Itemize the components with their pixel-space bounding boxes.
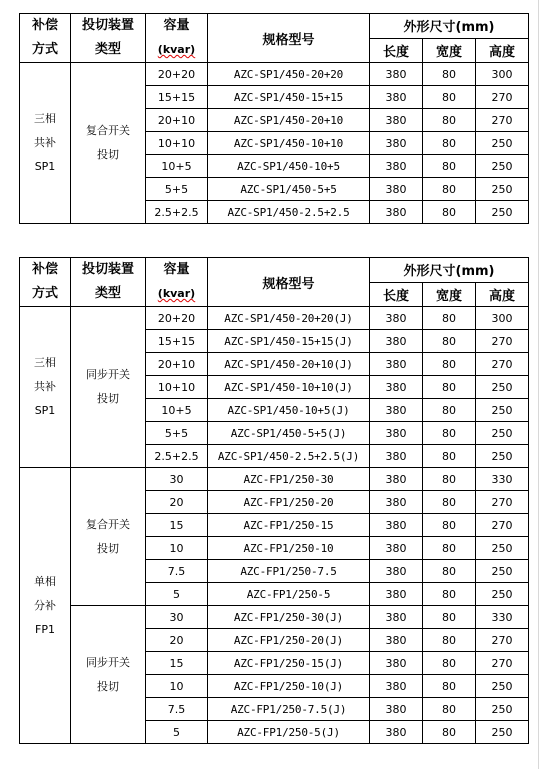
width-cell: 80 <box>423 132 476 155</box>
header-dimensions: 外形尺寸(mm) <box>370 258 529 283</box>
capacity-cell: 7.5 <box>146 698 208 721</box>
length-cell: 380 <box>370 399 423 422</box>
header-length: 长度 <box>370 38 423 63</box>
length-cell: 380 <box>370 201 423 224</box>
header-height: 高度 <box>476 282 529 307</box>
length-cell: 380 <box>370 330 423 353</box>
model-cell: AZC-FP1/250-5 <box>208 583 370 606</box>
table-row <box>20 606 529 629</box>
length-cell: 380 <box>370 132 423 155</box>
switch-type-cell: 同步开关 投切 <box>71 606 146 744</box>
capacity-cell: 10+10 <box>146 376 208 399</box>
length-cell: 380 <box>370 698 423 721</box>
header-height: 高度 <box>476 38 529 63</box>
table-row <box>20 63 529 86</box>
comp-mode-cell: 三相 共补 SP1 <box>20 307 71 468</box>
height-cell: 270 <box>476 330 529 353</box>
capacity-cell: 20 <box>146 491 208 514</box>
header-row <box>20 258 529 283</box>
capacity-cell: 5 <box>146 721 208 744</box>
capacity-cell: 20+10 <box>146 353 208 376</box>
length-cell: 380 <box>370 109 423 132</box>
header-capacity: 容量 (kvar) <box>146 258 208 307</box>
width-cell: 80 <box>423 63 476 86</box>
length-cell: 380 <box>370 445 423 468</box>
height-cell: 250 <box>476 155 529 178</box>
header-comp-mode: 补偿 方式 <box>20 14 71 63</box>
length-cell: 380 <box>370 560 423 583</box>
width-cell: 80 <box>423 155 476 178</box>
height-cell: 270 <box>476 86 529 109</box>
switch-type-cell: 复合开关 投切 <box>71 468 146 606</box>
capacity-cell: 5+5 <box>146 422 208 445</box>
model-cell: AZC-SP1/450-5+5(J) <box>208 422 370 445</box>
model-cell: AZC-FP1/250-20(J) <box>208 629 370 652</box>
length-cell: 380 <box>370 721 423 744</box>
page-edge <box>538 0 539 769</box>
length-cell: 380 <box>370 537 423 560</box>
capacity-cell: 10+10 <box>146 132 208 155</box>
height-cell: 250 <box>476 445 529 468</box>
spec-table-1 <box>19 13 529 224</box>
width-cell: 80 <box>423 399 476 422</box>
height-cell: 270 <box>476 109 529 132</box>
width-cell: 80 <box>423 86 476 109</box>
header-width: 宽度 <box>423 38 476 63</box>
model-cell: AZC-FP1/250-20 <box>208 491 370 514</box>
height-cell: 270 <box>476 652 529 675</box>
capacity-cell: 15+15 <box>146 86 208 109</box>
capacity-cell: 10+5 <box>146 155 208 178</box>
header-length: 长度 <box>370 282 423 307</box>
model-cell: AZC-FP1/250-30(J) <box>208 606 370 629</box>
header-capacity: 容量 (kvar) <box>146 14 208 63</box>
width-cell: 80 <box>423 537 476 560</box>
model-cell: AZC-SP1/450-10+10(J) <box>208 376 370 399</box>
table-row <box>20 307 529 330</box>
length-cell: 380 <box>370 307 423 330</box>
height-cell: 270 <box>476 514 529 537</box>
model-cell: AZC-SP1/450-10+5(J) <box>208 399 370 422</box>
length-cell: 380 <box>370 514 423 537</box>
model-cell: AZC-SP1/450-20+10(J) <box>208 353 370 376</box>
width-cell: 80 <box>423 698 476 721</box>
header-model: 规格型号 <box>208 14 370 63</box>
model-cell: AZC-SP1/450-2.5+2.5 <box>208 201 370 224</box>
capacity-cell: 10 <box>146 675 208 698</box>
height-cell: 250 <box>476 698 529 721</box>
length-cell: 380 <box>370 155 423 178</box>
height-cell: 330 <box>476 468 529 491</box>
capacity-cell: 10+5 <box>146 399 208 422</box>
width-cell: 80 <box>423 445 476 468</box>
width-cell: 80 <box>423 491 476 514</box>
model-cell: AZC-SP1/450-15+15 <box>208 86 370 109</box>
header-model: 规格型号 <box>208 258 370 307</box>
capacity-cell: 2.5+2.5 <box>146 445 208 468</box>
model-cell: AZC-SP1/450-2.5+2.5(J) <box>208 445 370 468</box>
length-cell: 380 <box>370 583 423 606</box>
model-cell: AZC-FP1/250-10 <box>208 537 370 560</box>
width-cell: 80 <box>423 652 476 675</box>
height-cell: 250 <box>476 675 529 698</box>
length-cell: 380 <box>370 86 423 109</box>
width-cell: 80 <box>423 353 476 376</box>
height-cell: 250 <box>476 178 529 201</box>
length-cell: 380 <box>370 652 423 675</box>
length-cell: 380 <box>370 422 423 445</box>
length-cell: 380 <box>370 468 423 491</box>
capacity-cell: 15 <box>146 514 208 537</box>
capacity-unit: (kvar) <box>157 43 196 56</box>
height-cell: 330 <box>476 606 529 629</box>
height-cell: 250 <box>476 537 529 560</box>
width-cell: 80 <box>423 675 476 698</box>
length-cell: 380 <box>370 353 423 376</box>
width-cell: 80 <box>423 307 476 330</box>
width-cell: 80 <box>423 201 476 224</box>
width-cell: 80 <box>423 178 476 201</box>
switch-type-cell: 复合开关 投切 <box>71 63 146 224</box>
capacity-cell: 20 <box>146 629 208 652</box>
model-cell: AZC-SP1/450-20+10 <box>208 109 370 132</box>
model-cell: AZC-FP1/250-7.5 <box>208 560 370 583</box>
height-cell: 250 <box>476 422 529 445</box>
model-cell: AZC-FP1/250-7.5(J) <box>208 698 370 721</box>
capacity-cell: 20+20 <box>146 63 208 86</box>
width-cell: 80 <box>423 330 476 353</box>
header-dimensions: 外形尺寸(mm) <box>370 14 529 39</box>
capacity-cell: 20+20 <box>146 307 208 330</box>
model-cell: AZC-SP1/450-10+5 <box>208 155 370 178</box>
model-cell: AZC-SP1/450-10+10 <box>208 132 370 155</box>
height-cell: 250 <box>476 376 529 399</box>
height-cell: 250 <box>476 583 529 606</box>
width-cell: 80 <box>423 560 476 583</box>
spec-table-2 <box>19 257 529 744</box>
capacity-cell: 20+10 <box>146 109 208 132</box>
height-cell: 250 <box>476 399 529 422</box>
capacity-cell: 15+15 <box>146 330 208 353</box>
header-row <box>20 14 529 39</box>
width-cell: 80 <box>423 422 476 445</box>
length-cell: 380 <box>370 606 423 629</box>
capacity-cell: 15 <box>146 652 208 675</box>
length-cell: 380 <box>370 491 423 514</box>
height-cell: 250 <box>476 132 529 155</box>
model-cell: AZC-FP1/250-10(J) <box>208 675 370 698</box>
model-cell: AZC-FP1/250-15 <box>208 514 370 537</box>
model-cell: AZC-FP1/250-15(J) <box>208 652 370 675</box>
model-cell: AZC-SP1/450-15+15(J) <box>208 330 370 353</box>
length-cell: 380 <box>370 63 423 86</box>
width-cell: 80 <box>423 629 476 652</box>
capacity-cell: 30 <box>146 468 208 491</box>
capacity-cell: 2.5+2.5 <box>146 201 208 224</box>
length-cell: 380 <box>370 629 423 652</box>
length-cell: 380 <box>370 376 423 399</box>
capacity-cell: 7.5 <box>146 560 208 583</box>
width-cell: 80 <box>423 606 476 629</box>
width-cell: 80 <box>423 109 476 132</box>
width-cell: 80 <box>423 376 476 399</box>
model-cell: AZC-FP1/250-30 <box>208 468 370 491</box>
width-cell: 80 <box>423 721 476 744</box>
comp-mode-cell: 三相 共补 SP1 <box>20 63 71 224</box>
comp-mode-cell: 单相 分补 FP1 <box>20 468 71 744</box>
table-row <box>20 468 529 491</box>
length-cell: 380 <box>370 178 423 201</box>
height-cell: 300 <box>476 307 529 330</box>
height-cell: 270 <box>476 491 529 514</box>
capacity-cell: 5 <box>146 583 208 606</box>
width-cell: 80 <box>423 514 476 537</box>
header-switch-type: 投切装置 类型 <box>71 14 146 63</box>
height-cell: 250 <box>476 721 529 744</box>
capacity-unit: (kvar) <box>157 287 196 300</box>
height-cell: 300 <box>476 63 529 86</box>
header-width: 宽度 <box>423 282 476 307</box>
header-comp-mode: 补偿 方式 <box>20 258 71 307</box>
capacity-cell: 10 <box>146 537 208 560</box>
model-cell: AZC-SP1/450-5+5 <box>208 178 370 201</box>
height-cell: 270 <box>476 353 529 376</box>
length-cell: 380 <box>370 675 423 698</box>
height-cell: 270 <box>476 629 529 652</box>
height-cell: 250 <box>476 201 529 224</box>
model-cell: AZC-FP1/250-5(J) <box>208 721 370 744</box>
header-switch-type: 投切装置 类型 <box>71 258 146 307</box>
capacity-cell: 30 <box>146 606 208 629</box>
width-cell: 80 <box>423 583 476 606</box>
model-cell: AZC-SP1/450-20+20(J) <box>208 307 370 330</box>
height-cell: 250 <box>476 560 529 583</box>
switch-type-cell: 同步开关 投切 <box>71 307 146 468</box>
model-cell: AZC-SP1/450-20+20 <box>208 63 370 86</box>
width-cell: 80 <box>423 468 476 491</box>
capacity-cell: 5+5 <box>146 178 208 201</box>
